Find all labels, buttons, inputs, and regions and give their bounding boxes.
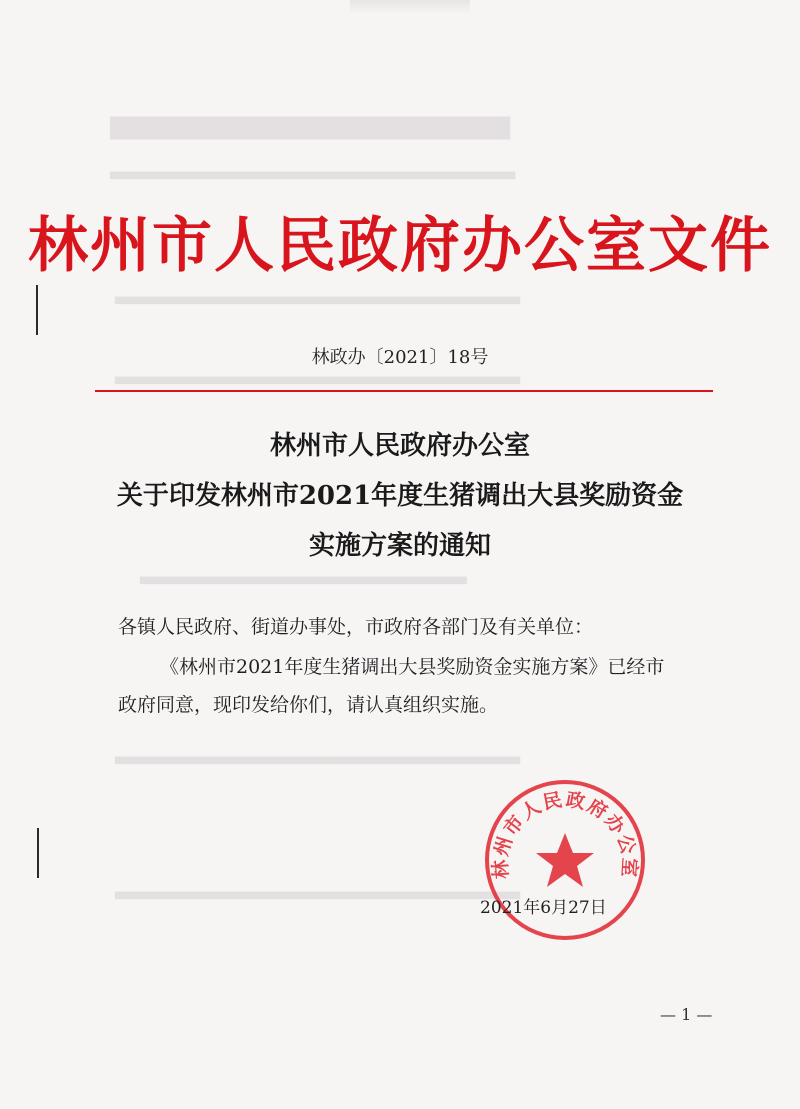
document-date: 2021年6月27日 bbox=[480, 898, 607, 918]
page-number: — 1 — bbox=[660, 1005, 713, 1024]
official-seal bbox=[480, 775, 650, 945]
bleed-through-title: ▆▆▆▆▆▆▆▆▆▆▆▆▆▆▆▆▆▆▆▆ bbox=[110, 110, 510, 140]
bleed-through-line: ▃▃▃▃▃▃▃▃▃▃▃▃▃▃▃▃▃▃▃▃▃▃▃▃▃▃▃▃▃▃▃ bbox=[115, 880, 521, 900]
body-paragraph-line1: 《林州市2021年度生猪调出大县奖励资金实施方案》已经市 bbox=[160, 656, 665, 678]
document-header-title: 林州市人民政府办公室文件 bbox=[28, 211, 772, 281]
bleed-through-line: ▃▃▃▃▃▃▃▃▃▃▃▃▃▃▃▃▃▃▃▃▃▃▃▃▃▃▃▃▃▃▃ bbox=[115, 745, 521, 765]
binding-mark bbox=[36, 285, 38, 335]
body-paragraph-line2: 政府同意，现印发给你们，请认真组织实施。 bbox=[118, 694, 499, 716]
notice-title-line1: 林州市人民政府办公室 bbox=[269, 431, 530, 461]
bleed-through-line: ▃▃▃▃▃▃▃▃▃▃▃▃▃▃▃▃▃▃▃▃▃▃▃▃▃▃▃▃▃▃▃ bbox=[115, 365, 521, 385]
notice-title-line2: 关于印发林州市2021年度生猪调出大县奖励资金 bbox=[116, 481, 684, 511]
scan-smudge bbox=[350, 0, 470, 14]
bleed-through-line: ▃▃▃▃▃▃▃▃▃▃▃▃▃▃▃▃▃▃▃▃▃▃▃▃▃▃▃▃▃▃▃ bbox=[115, 285, 521, 305]
recipient-line: 各镇人民政府、街道办事处，市政府各部门及有关单位： bbox=[118, 616, 594, 638]
document-number: 林政办〔2021〕18号 bbox=[311, 347, 489, 368]
binding-mark bbox=[37, 828, 39, 878]
bleed-through-line: ▃▃▃▃▃▃▃▃▃▃▃▃▃▃▃▃▃▃▃▃▃▃▃▃▃▃▃▃▃▃▃ bbox=[110, 160, 516, 180]
header-red-rule bbox=[95, 390, 713, 392]
seal-star-icon bbox=[536, 833, 594, 887]
notice-title-line3: 实施方案的通知 bbox=[308, 531, 491, 561]
bleed-through-line: ▃▃▃▃▃▃▃▃▃▃▃▃▃▃▃▃▃▃▃▃▃▃▃▃▃ bbox=[140, 565, 467, 585]
seal-text: 林州市人民政府办公室 bbox=[489, 788, 641, 880]
